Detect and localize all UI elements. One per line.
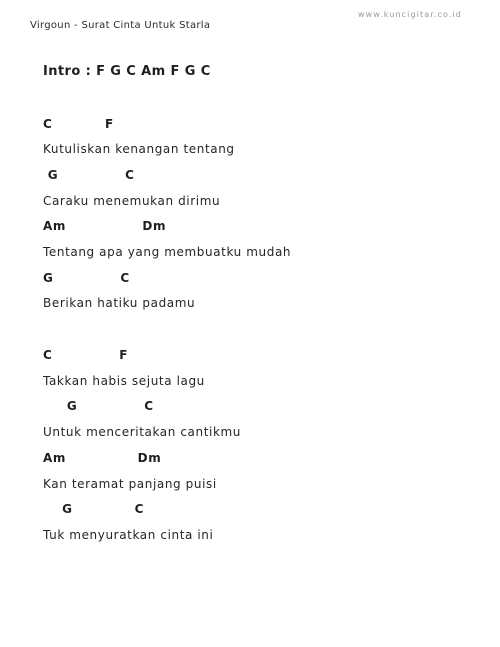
chord-line: C F (43, 117, 114, 131)
chord-line: Am Dm (43, 219, 167, 233)
lyric-line: Kan teramat panjang puisi (43, 477, 217, 491)
lyric-line: Caraku menemukan dirimu (43, 194, 221, 208)
chord-line: G C (43, 271, 130, 285)
song-title: Virgoun - Surat Cinta Untuk Starla (30, 20, 211, 31)
lyric-line: Kutuliskan kenangan tentang (43, 142, 235, 156)
site-watermark: www.kuncigitar.co.id (357, 10, 462, 19)
lyric-line: Tentang apa yang membuatku mudah (43, 245, 292, 259)
lyric-line: Berikan hatiku padamu (43, 296, 196, 310)
lyric-line: Tuk menyuratkan cinta ini (43, 528, 214, 542)
chord-line: Am Dm (43, 451, 162, 465)
lyric-line: Takkan habis sejuta lagu (43, 374, 205, 388)
intro-chords: Intro : F G C Am F G C (43, 64, 211, 79)
chord-line: G C (43, 502, 145, 516)
chord-line: G C (43, 168, 135, 182)
lyric-line: Untuk menceritakan cantikmu (43, 425, 241, 439)
chord-line: C F (43, 348, 129, 362)
chord-line: G C (43, 399, 154, 413)
